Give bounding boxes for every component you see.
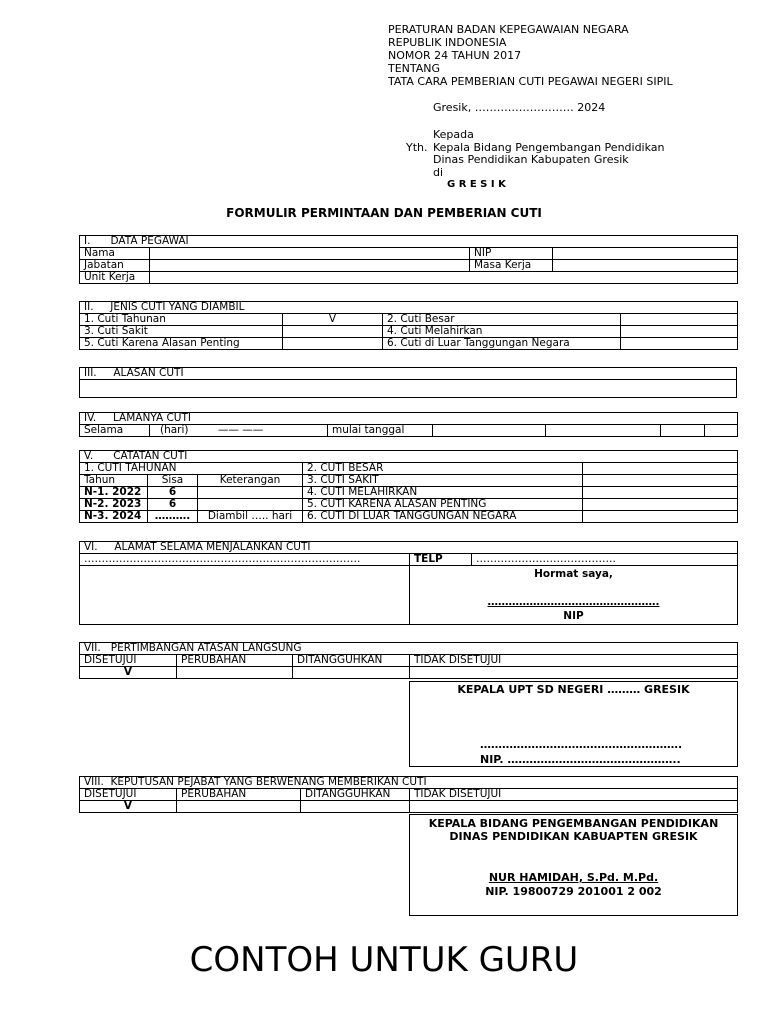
ditangguhkan-check[interactable] — [293, 667, 410, 679]
hari-label: (hari) — [160, 424, 189, 436]
col-tidak-disetujui: TIDAK DISETUJUI — [410, 789, 738, 801]
section-title: JENIS CUTI YANG DIAMBIL — [110, 301, 245, 313]
ditangguhkan-check[interactable] — [301, 801, 410, 813]
perubahan-check[interactable] — [177, 667, 293, 679]
section-keputusan-pejabat — [79, 776, 738, 813]
duration-dashes: —— —— — [217, 424, 264, 436]
row-keterangan[interactable]: Diambil ….. hari — [198, 511, 303, 523]
section-number: III. — [84, 367, 97, 379]
jabatan-label: Jabatan — [80, 260, 150, 272]
section-number: V. — [84, 450, 94, 462]
leave-type-item: 3. Cuti Sakit — [80, 326, 283, 338]
section-number: IV. — [84, 412, 97, 424]
section-title: PERTIMBANGAN ATASAN LANGSUNG — [110, 642, 302, 654]
section-header — [80, 236, 738, 248]
leave-note-field[interactable] — [583, 475, 738, 487]
leave-type-check[interactable] — [283, 326, 383, 338]
leave-type-item: 1. Cuti Tahunan — [80, 314, 283, 326]
col-ditangguhkan: DITANGGUHKAN — [301, 789, 410, 801]
section-alasan-cuti — [79, 367, 737, 398]
reg-line-4: TENTANG — [388, 62, 441, 75]
leave-type-check[interactable]: V — [283, 314, 383, 326]
telp-label: TELP — [410, 554, 472, 566]
nip-field[interactable] — [553, 248, 738, 260]
disetujui-check[interactable]: V — [80, 667, 177, 679]
hormat-saya: Hormat saya, — [534, 568, 613, 580]
leave-note-field[interactable] — [583, 487, 738, 499]
selama-label: Selama — [80, 425, 150, 437]
leave-note-item: 6. CUTI DI LUAR TANGGUNGAN NEGARA — [303, 511, 583, 523]
alasan-field[interactable] — [80, 380, 737, 398]
leave-note-field[interactable] — [583, 499, 738, 511]
section-header — [80, 643, 738, 655]
tidak-disetujui-check[interactable] — [410, 801, 738, 813]
unit-kerja-field[interactable] — [150, 272, 738, 284]
reg-line-3: NOMOR 24 TAHUN 2017 — [388, 49, 522, 62]
date-from-field[interactable] — [433, 425, 546, 437]
section-title: DATA PEGAWAI — [110, 235, 189, 247]
official-title-2: DINAS PENDIDIKAN KABUAPTEN GRESIK — [449, 830, 698, 843]
col-sisa: Sisa — [148, 475, 198, 487]
leave-type-check[interactable] — [621, 326, 738, 338]
masa-kerja-label: Masa Kerja — [470, 260, 553, 272]
mulai-tanggal-label: mulai tanggal — [328, 425, 433, 437]
section-header — [80, 542, 738, 554]
recipient-line-2: Dinas Pendidikan Kabupaten Gresik — [433, 153, 629, 166]
official-signature-block — [409, 814, 738, 916]
col-disetujui: DISETUJUI — [80, 789, 177, 801]
leave-note-field[interactable] — [583, 463, 738, 475]
city-label: G R E S I K — [447, 179, 506, 190]
leave-type-item: 4. Cuti Melahirkan — [383, 326, 621, 338]
leave-type-item: 2. Cuti Besar — [383, 314, 621, 326]
date-to-field[interactable] — [546, 425, 661, 437]
kepada-label: Kepada — [433, 128, 474, 141]
reg-line-2: REPUBLIK INDONESIA — [388, 36, 507, 49]
col-ditangguhkan: DITANGGUHKAN — [293, 655, 410, 667]
col-perubahan: PERUBAHAN — [177, 655, 293, 667]
section-title: ALASAN CUTI — [113, 367, 184, 379]
row-tahun: N-2. 2023 — [80, 499, 148, 511]
nama-field[interactable] — [150, 248, 470, 260]
col-perubahan: PERUBAHAN — [177, 789, 301, 801]
section-number: VIII. — [84, 776, 104, 788]
section-lamanya-cuti — [79, 412, 738, 437]
section-header — [80, 777, 738, 789]
section-pertimbangan-atasan — [79, 642, 738, 679]
section-number: VI. — [84, 541, 98, 553]
masa-kerja-field[interactable] — [553, 260, 738, 272]
leave-note-item: 5. CUTI KARENA ALASAN PENTING — [303, 499, 583, 511]
official-name: NUR HAMIDAH, S.Pd. M.Pd. — [488, 871, 659, 884]
applicant-signature-block — [410, 566, 738, 625]
section-title: KEPUTUSAN PEJABAT YANG BERWENANG MEMBERIKAN CUTI — [110, 776, 427, 788]
place-date: Gresik, ……………………… 2024 — [433, 101, 606, 114]
example-for-teacher-label: CONTOH UNTUK GURU — [189, 940, 579, 980]
date-extra-field[interactable] — [661, 425, 705, 437]
yth-label: Yth. — [406, 141, 428, 154]
section-header — [80, 451, 738, 463]
nama-label: Nama — [80, 248, 150, 260]
section-data-pegawai — [79, 235, 738, 284]
row-keterangan[interactable] — [198, 499, 303, 511]
disetujui-check[interactable]: V — [80, 801, 177, 813]
section-header — [80, 302, 738, 314]
unit-kerja-label: Unit Kerja — [80, 272, 150, 284]
leave-type-check[interactable] — [621, 338, 738, 350]
row-tahun: N-3. 2024 — [80, 511, 148, 523]
perubahan-check[interactable] — [177, 801, 301, 813]
section-number: VII. — [84, 642, 101, 654]
supervisor-signature-block — [409, 681, 738, 767]
section-number: I. — [84, 235, 91, 247]
supervisor-nip: NIP. ……………………………………….. — [480, 753, 681, 766]
tidak-disetujui-check[interactable] — [410, 667, 738, 679]
col-disetujui: DISETUJUI — [80, 655, 177, 667]
telp-field[interactable]: …………………………………. — [472, 554, 738, 566]
annual-leave-heading: 1. CUTI TAHUNAN — [80, 463, 303, 475]
row-sisa[interactable]: ………. — [148, 511, 198, 523]
section-catatan-cuti — [79, 450, 738, 523]
reg-line-5: TATA CARA PEMBERIAN CUTI PEGAWAI NEGERI SIPIL — [388, 75, 673, 88]
section-header — [80, 368, 737, 380]
official-title-1: KEPALA BIDANG PENGEMBANGAN PENDIDIKAN — [428, 817, 719, 830]
leave-note-item: 4. CUTI MELAHIRKAN — [303, 487, 583, 499]
section-number: II. — [84, 301, 94, 313]
kepala-upt-label: KEPALA UPT SD NEGERI ……… GRESIK — [457, 683, 690, 696]
address-field[interactable]: ……………………………………………………………………. — [80, 554, 410, 566]
leave-note-item: 2. CUTI BESAR — [303, 463, 583, 475]
leave-type-item: 5. Cuti Karena Alasan Penting — [80, 338, 283, 350]
section-title: CATATAN CUTI — [113, 450, 188, 462]
applicant-nip-label: NIP — [563, 610, 584, 622]
form-title: FORMULIR PERMINTAAN DAN PEMBERIAN CUTI — [226, 206, 542, 220]
leave-note-item: 3. CUTI SAKIT — [303, 475, 583, 487]
section-title: LAMANYA CUTI — [112, 412, 191, 424]
reg-line-1: PERATURAN BADAN KEPEGAWAIAN NEGARA — [388, 23, 629, 36]
official-nip: NIP. 19800729 201001 2 002 — [485, 885, 662, 898]
section-header — [80, 413, 738, 425]
section-title: ALAMAT SELAMA MENJALANKAN CUTI — [114, 541, 311, 553]
col-tidak-disetujui: TIDAK DISETUJUI — [410, 655, 738, 667]
col-keterangan: Keterangan — [198, 475, 303, 487]
jabatan-field[interactable] — [150, 260, 470, 272]
section-alamat-cuti — [79, 541, 738, 625]
recipient-line-1: Kepala Bidang Pengembangan Pendidikan — [433, 141, 665, 154]
section-jenis-cuti — [79, 301, 738, 350]
duration-field[interactable] — [150, 425, 328, 437]
leave-type-item: 6. Cuti di Luar Tanggungan Negara — [383, 338, 621, 350]
date-extra-field[interactable] — [705, 425, 738, 437]
nip-label: NIP — [470, 248, 553, 260]
row-keterangan[interactable] — [198, 487, 303, 499]
row-tahun: N-1. 2022 — [80, 487, 148, 499]
leave-type-check[interactable] — [283, 338, 383, 350]
leave-note-field[interactable] — [583, 511, 738, 523]
applicant-signature-line: …………………………………………. — [487, 596, 660, 608]
row-sisa[interactable]: 6 — [148, 499, 198, 511]
address-extra-field[interactable] — [80, 566, 410, 625]
di-label: di — [433, 166, 444, 179]
col-tahun: Tahun — [80, 475, 148, 487]
leave-type-check[interactable] — [621, 314, 738, 326]
row-sisa[interactable]: 6 — [148, 487, 198, 499]
supervisor-signature-line: ………………………………………………. — [480, 738, 683, 751]
